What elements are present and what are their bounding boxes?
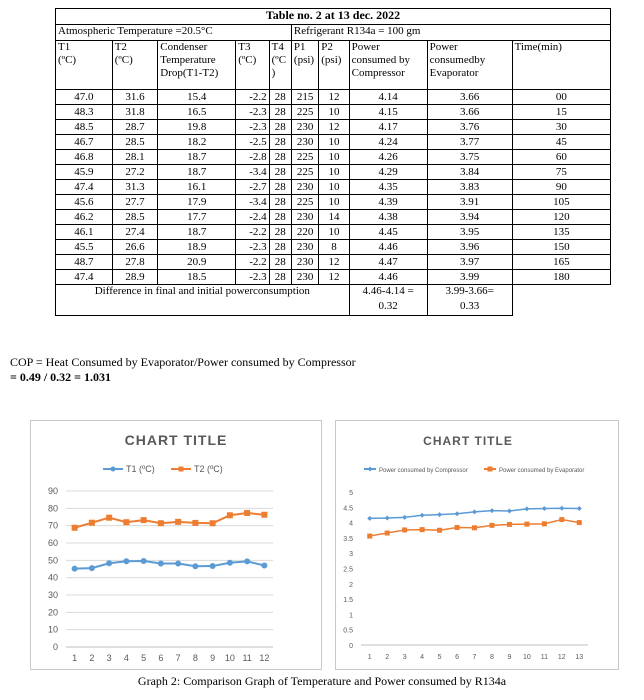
- data-point: [507, 508, 512, 513]
- legend-label-1: Power consumed by Evaporator: [499, 468, 585, 474]
- data-point: [524, 506, 529, 511]
- table-cell: 3.95: [427, 225, 512, 240]
- x-tick-label: 12: [259, 653, 270, 663]
- table-cell: 180: [512, 270, 610, 285]
- data-point: [175, 519, 181, 525]
- x-tick-label: 5: [437, 654, 442, 661]
- data-point: [420, 527, 425, 532]
- table-cell: 28: [269, 225, 291, 240]
- table-cell: 27.4: [112, 225, 158, 240]
- y-tick-label: 3.5: [343, 535, 353, 543]
- table-cell: 3.76: [427, 120, 512, 135]
- table-cell: 230: [291, 180, 318, 195]
- table-cell: 4.47: [349, 255, 427, 270]
- data-point: [542, 521, 547, 526]
- header-p2: P2 (psi): [319, 41, 349, 90]
- table-header-row: [56, 41, 611, 90]
- y-tick-label: 1.5: [343, 597, 353, 605]
- table-cell: -2.3: [236, 105, 269, 120]
- temperature-chart: [30, 420, 322, 670]
- table-cell: 31.8: [112, 105, 158, 120]
- header-condenser-drop: Condenser Temperature Drop(T1-T2): [158, 41, 236, 90]
- table-cell: 4.15: [349, 105, 427, 120]
- table-cell: -2.3: [236, 240, 269, 255]
- x-tick-label: 4: [420, 654, 425, 661]
- x-tick-label: 2: [385, 654, 390, 661]
- header-time: Time(min): [512, 41, 610, 90]
- table-cell: 47.0: [56, 90, 113, 105]
- table-cell: 15.4: [158, 90, 236, 105]
- table-cell: 00: [512, 90, 610, 105]
- table-cell: 28: [269, 210, 291, 225]
- table-cell: 230: [291, 120, 318, 135]
- table-cell: 15: [512, 105, 610, 120]
- data-point: [192, 520, 198, 526]
- data-point: [437, 528, 442, 533]
- table-cell: 8: [319, 240, 349, 255]
- difference-compressor: 4.46-4.14 = 0.32: [349, 285, 427, 316]
- data-point: [367, 516, 372, 521]
- table-cell: 10: [319, 165, 349, 180]
- difference-label: Difference in final and initial powerconsumption: [56, 285, 350, 316]
- x-tick-label: 3: [402, 654, 407, 661]
- data-point: [106, 515, 112, 521]
- data-point: [559, 506, 564, 511]
- data-point: [577, 506, 582, 511]
- table-cell: 230: [291, 240, 318, 255]
- table-cell: -2.2: [236, 225, 269, 240]
- table-cell: 12: [319, 270, 349, 285]
- table-cell: -2.7: [236, 180, 269, 195]
- table-cell: 28: [269, 195, 291, 210]
- difference-evaporator: 3.99-3.66= 0.33: [427, 285, 512, 316]
- table-cell: 28: [269, 240, 291, 255]
- refrigerant-info: Refrigerant R134a = 100 gm: [291, 25, 610, 41]
- x-tick-label: 10: [522, 654, 531, 661]
- table-cell: 12: [319, 90, 349, 105]
- table-cell: 4.29: [349, 165, 427, 180]
- y-tick-label: 20: [47, 607, 58, 618]
- table-cell: 30: [512, 120, 610, 135]
- table-cell: 10: [319, 135, 349, 150]
- table-cell: 48.7: [56, 255, 113, 270]
- y-tick-label: 2: [349, 581, 353, 589]
- y-tick-label: 4.5: [343, 505, 353, 513]
- table-cell: -3.4: [236, 195, 269, 210]
- table-cell: 26.6: [112, 240, 158, 255]
- table-cell: 75: [512, 165, 610, 180]
- x-tick-label: 1: [367, 654, 372, 661]
- temperature-chart-svg: [31, 421, 321, 669]
- series-line-0: [75, 561, 265, 569]
- data-point: [489, 523, 494, 528]
- data-point: [123, 519, 129, 525]
- table-cell: 17.9: [158, 195, 236, 210]
- chart-title: CHART TITLE: [423, 434, 513, 448]
- data-point: [542, 506, 547, 511]
- table-cell: 28.5: [112, 210, 158, 225]
- y-tick-label: 0.5: [343, 627, 353, 635]
- power-chart: [335, 420, 619, 670]
- empty-cell: [512, 285, 610, 316]
- table-cell: 12: [319, 120, 349, 135]
- table-cell: 28.1: [112, 150, 158, 165]
- data-point: [89, 520, 95, 526]
- y-tick-label: 90: [47, 486, 58, 496]
- header-t3: T3 (ºC): [236, 41, 269, 90]
- table-cell: 28: [269, 90, 291, 105]
- table-cell: 46.7: [56, 135, 113, 150]
- table-cell: 230: [291, 210, 318, 225]
- chart-title: CHART TITLE: [124, 432, 228, 448]
- table-cell: 18.7: [158, 150, 236, 165]
- table-cell: 45.9: [56, 165, 113, 180]
- atmospheric-temperature: Atmospheric Temperature =20.5°C: [56, 25, 292, 41]
- table-cell: -3.4: [236, 165, 269, 180]
- data-point: [455, 525, 460, 530]
- table-cell: 28: [269, 255, 291, 270]
- table-cell: 45.5: [56, 240, 113, 255]
- table-cell: 28: [269, 135, 291, 150]
- table-cell: 4.26: [349, 150, 427, 165]
- data-point: [472, 525, 477, 530]
- table-cell: 28.7: [112, 120, 158, 135]
- x-tick-label: 1: [72, 653, 78, 663]
- table-cell: 4.17: [349, 120, 427, 135]
- table-row: [56, 120, 611, 135]
- header-power-evaporator: Power consumedby Evaporator: [427, 41, 512, 90]
- table-cell: 28: [269, 270, 291, 285]
- x-tick-label: 7: [175, 653, 181, 663]
- header-power-compressor: Power consumed by Compressor: [349, 41, 427, 90]
- table-row: [56, 105, 611, 120]
- table-row: [56, 210, 611, 225]
- table-cell: -2.5: [236, 135, 269, 150]
- table-cell: 27.7: [112, 195, 158, 210]
- table-cell: 3.83: [427, 180, 512, 195]
- data-point: [559, 517, 564, 522]
- x-tick-label: 9: [507, 654, 512, 661]
- y-tick-label: 1: [349, 612, 353, 620]
- table-cell: 90: [512, 180, 610, 195]
- x-tick-label: 11: [242, 653, 252, 663]
- cop-line-2: = 0.49 / 0.32 = 1.031: [10, 370, 112, 384]
- x-tick-label: 10: [224, 653, 235, 663]
- table-row: [56, 270, 611, 285]
- table-cell: 46.2: [56, 210, 113, 225]
- header-p1: P1 (psi): [291, 41, 318, 90]
- header-t1: T1 (ºC): [56, 41, 113, 90]
- table-cell: 215: [291, 90, 318, 105]
- data-point: [210, 520, 216, 526]
- table-cell: 3.91: [427, 195, 512, 210]
- table-cell: 28.9: [112, 270, 158, 285]
- header-t2: T2 (ºC): [112, 41, 158, 90]
- x-tick-label: 7: [472, 654, 477, 661]
- table-cell: 27.8: [112, 255, 158, 270]
- table-cell: 4.24: [349, 135, 427, 150]
- table-cell: 230: [291, 255, 318, 270]
- data-point: [577, 520, 582, 525]
- data-point: [141, 517, 147, 523]
- data-point: [261, 512, 267, 518]
- table-row: [56, 255, 611, 270]
- table-cell: 48.3: [56, 105, 113, 120]
- table-cell: 10: [319, 225, 349, 240]
- table-cell: 31.6: [112, 90, 158, 105]
- y-tick-label: 30: [47, 590, 58, 600]
- data-point: [227, 560, 233, 566]
- legend-marker-0: [368, 467, 373, 472]
- x-tick-label: 12: [557, 654, 566, 661]
- table-cell: 27.2: [112, 165, 158, 180]
- table-cell: 46.8: [56, 150, 113, 165]
- table-cell: 10: [319, 180, 349, 195]
- table-cell: 3.94: [427, 210, 512, 225]
- data-point: [158, 560, 164, 566]
- table-row: [56, 240, 611, 255]
- y-tick-label: 5: [349, 490, 353, 497]
- table-cell: -2.2: [236, 90, 269, 105]
- table-cell: 28: [269, 105, 291, 120]
- table-cell: 28: [269, 120, 291, 135]
- data-point: [455, 511, 460, 516]
- results-table: [55, 8, 611, 316]
- data-point: [192, 563, 198, 569]
- table-cell: 3.66: [427, 90, 512, 105]
- table-cell: 135: [512, 225, 610, 240]
- data-point: [385, 516, 390, 521]
- table-cell: 31.3: [112, 180, 158, 195]
- x-tick-label: 8: [192, 653, 198, 663]
- data-point: [261, 563, 267, 569]
- data-point: [106, 560, 112, 566]
- table-cell: 105: [512, 195, 610, 210]
- legend-label-0: T1 (ºC): [126, 464, 155, 474]
- table-row: [56, 180, 611, 195]
- table-cell: 3.96: [427, 240, 512, 255]
- table-cell: 19.8: [158, 120, 236, 135]
- table-cell: 10: [319, 105, 349, 120]
- y-tick-label: 0: [52, 642, 58, 652]
- table-cell: 150: [512, 240, 610, 255]
- data-point: [437, 512, 442, 517]
- legend-label-0: Power consumed by Compressor: [379, 468, 468, 474]
- table-cell: 230: [291, 135, 318, 150]
- table-cell: 48.5: [56, 120, 113, 135]
- table-cell: 16.5: [158, 105, 236, 120]
- data-point: [72, 566, 78, 572]
- y-tick-label: 70: [47, 520, 58, 531]
- table-cell: -2.2: [236, 255, 269, 270]
- table-row: [56, 165, 611, 180]
- legend-marker-1: [179, 467, 184, 472]
- data-point: [367, 534, 372, 539]
- table-cell: 12: [319, 255, 349, 270]
- legend-marker-0: [111, 467, 116, 472]
- y-tick-label: 3: [349, 551, 353, 559]
- x-tick-label: 6: [158, 653, 164, 663]
- data-point: [141, 558, 147, 564]
- data-point: [244, 558, 250, 564]
- data-point: [385, 531, 390, 536]
- table-cell: 3.75: [427, 150, 512, 165]
- y-tick-label: 40: [47, 572, 58, 583]
- table-cell: 120: [512, 210, 610, 225]
- y-tick-label: 50: [47, 555, 58, 566]
- x-tick-label: 9: [210, 653, 216, 663]
- table-cell: 16.1: [158, 180, 236, 195]
- table-cell: 18.9: [158, 240, 236, 255]
- table-cell: 47.4: [56, 180, 113, 195]
- table-cell: -2.4: [236, 210, 269, 225]
- table-cell: 17.7: [158, 210, 236, 225]
- table-cell: 4.39: [349, 195, 427, 210]
- y-tick-label: 0: [349, 643, 353, 650]
- y-tick-label: 60: [47, 538, 58, 548]
- table-cell: 3.84: [427, 165, 512, 180]
- table-cell: 3.66: [427, 105, 512, 120]
- table-cell: 4.46: [349, 240, 427, 255]
- table-title: Table no. 2 at 13 dec. 2022: [56, 9, 611, 25]
- table-cell: 165: [512, 255, 610, 270]
- data-point: [489, 508, 494, 513]
- table-cell: 225: [291, 150, 318, 165]
- table-cell: 46.1: [56, 225, 113, 240]
- table-cell: 18.7: [158, 165, 236, 180]
- y-tick-label: 10: [47, 624, 58, 635]
- table-cell: 10: [319, 150, 349, 165]
- table-cell: 28.5: [112, 135, 158, 150]
- data-point: [402, 527, 407, 532]
- table-cell: 28: [269, 180, 291, 195]
- data-point: [524, 522, 529, 527]
- table-row: [56, 150, 611, 165]
- x-tick-label: 5: [141, 653, 147, 663]
- data-point: [472, 509, 477, 514]
- x-tick-label: 4: [123, 653, 129, 663]
- data-point: [244, 510, 250, 516]
- table-row: [56, 135, 611, 150]
- table-cell: 45.6: [56, 195, 113, 210]
- table-cell: -2.3: [236, 270, 269, 285]
- table-row: [56, 225, 611, 240]
- table-row: [56, 195, 611, 210]
- table-cell: 47.4: [56, 270, 113, 285]
- data-point: [89, 565, 95, 571]
- table-cell: -2.3: [236, 120, 269, 135]
- data-point: [158, 520, 164, 526]
- data-point: [175, 560, 181, 566]
- legend-label-1: T2 (ºC): [194, 464, 223, 474]
- data-point: [507, 522, 512, 527]
- table-cell: 18.5: [158, 270, 236, 285]
- data-point: [420, 513, 425, 518]
- cop-formula: [10, 355, 356, 385]
- table-cell: 3.97: [427, 255, 512, 270]
- table-cell: 28: [269, 150, 291, 165]
- table-cell: 4.46: [349, 270, 427, 285]
- data-point: [210, 563, 216, 569]
- x-tick-label: 8: [490, 654, 494, 661]
- table-cell: 4.38: [349, 210, 427, 225]
- table-cell: 60: [512, 150, 610, 165]
- table-cell: 230: [291, 270, 318, 285]
- y-tick-label: 2.5: [343, 566, 353, 574]
- table-cell: 225: [291, 195, 318, 210]
- table-cell: 4.35: [349, 180, 427, 195]
- table-cell: 3.99: [427, 270, 512, 285]
- table-cell: 3.77: [427, 135, 512, 150]
- table-cell: 45: [512, 135, 610, 150]
- cop-line-1: COP = Heat Consumed by Evaporator/Power consumed by Compressor: [10, 355, 356, 369]
- table-cell: 20.9: [158, 255, 236, 270]
- x-tick-label: 11: [540, 654, 548, 661]
- y-tick-label: 4: [349, 520, 353, 528]
- table-cell: -2.8: [236, 150, 269, 165]
- power-chart-svg: [336, 421, 618, 669]
- x-tick-label: 6: [455, 654, 459, 661]
- x-tick-label: 2: [89, 653, 95, 663]
- table-cell: 28: [269, 165, 291, 180]
- data-point: [72, 525, 78, 531]
- table-cell: 4.14: [349, 90, 427, 105]
- table-cell: 4.45: [349, 225, 427, 240]
- graph-caption: Graph 2: Comparison Graph of Temperature and Power consumed by R134a: [137, 674, 507, 688]
- y-tick-label: 80: [47, 503, 58, 514]
- table-row: [56, 90, 611, 105]
- table-cell: 18.7: [158, 225, 236, 240]
- table-cell: 14: [319, 210, 349, 225]
- header-t4: T4 (ºC ): [269, 41, 291, 90]
- data-point: [123, 558, 129, 564]
- x-tick-label: 3: [106, 653, 112, 663]
- x-tick-label: 13: [575, 654, 584, 661]
- legend-marker-1: [488, 467, 493, 472]
- table-cell: 10: [319, 195, 349, 210]
- table-cell: 18.2: [158, 135, 236, 150]
- data-point: [227, 512, 233, 518]
- table-cell: 220: [291, 225, 318, 240]
- table-cell: 225: [291, 165, 318, 180]
- data-point: [402, 515, 407, 520]
- table-cell: 225: [291, 105, 318, 120]
